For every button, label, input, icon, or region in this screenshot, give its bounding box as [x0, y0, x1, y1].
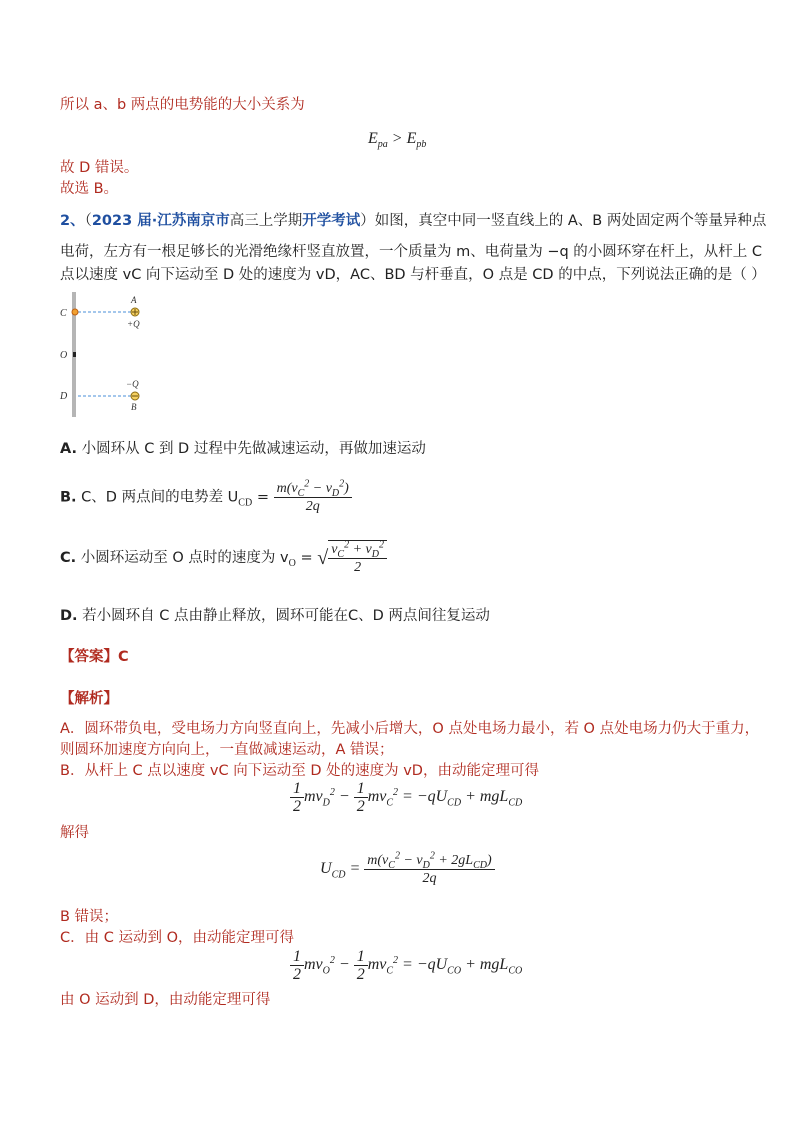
label-minusQ: −Q: [126, 379, 139, 389]
question-stem-line2: 电荷，左方有一根足够长的光滑绝缘杆竖直放置，一个质量为 m、电荷量为 −q 的小圆环穿在杆上，从杆上 C: [60, 244, 763, 260]
option-c-fraction: $\frac{v_C^2 + v_D^2}{2}$: [328, 540, 387, 576]
ucd-result: $U_{CD}$ = $\frac{m(v_C^2 - v_D^2 + 2gL_{CD})}{2q}$: [320, 852, 495, 887]
point-O-mark: [73, 352, 76, 357]
prev-conclusion-d: 故 D 错误。: [60, 160, 139, 176]
option-b[interactable]: B. C、D 两点间的电势差 $U_{CD}$ = $\frac{m(v_C^2 - v_D^2)}{2q}$: [60, 480, 352, 515]
stem-text: 如图，真空中同一竖直线上的 A、B 两处固定两个等量异种点: [374, 213, 767, 229]
ring-at-C: [72, 309, 78, 315]
rod-charges-figure: [55, 292, 165, 417]
answer-label: 【答案】C: [60, 649, 129, 665]
analysis-c-line2: 由 O 运动到 D，由动能定理可得: [60, 992, 271, 1008]
question-stem-line1: 2、（2023 届·江苏南京市高三上学期开学考试）如图，真空中同一竖直线上的 A、B 两处固定两个等量异种点: [60, 213, 767, 229]
analysis-a-line1: A．圆环带负电，受电场力方向竖直向上，先减小后增大，O 点处电场力最小，若 O 点处电场力仍大于重力，: [60, 721, 760, 737]
potential-energy-formula: $E_{pa} > E_{pb}$: [368, 130, 427, 151]
question-stem-line3: 点以速度 vC 向下运动至 D 处的速度为 vD，AC、BD 与杆垂直，O 点是 CD 的中点，下列说法正确的是（ ）: [60, 267, 766, 283]
label-B: B: [131, 402, 137, 412]
prev-solution-line: 所以 a、b 两点的电势能的大小关系为: [60, 97, 305, 113]
label-A: A: [131, 295, 137, 305]
analysis-b-line1: B．从杆上 C 点以速度 vC 向下运动至 D 处的速度为 vD，由动能定理可得: [60, 763, 539, 779]
option-b-fraction: $\frac{m(v_C^2 - v_D^2)}{2q}$: [274, 480, 352, 515]
question-source: 2023 届·江苏南京市: [91, 213, 230, 229]
label-D: D: [60, 391, 68, 402]
question-number: 2、: [60, 213, 85, 229]
label-O: O: [60, 350, 68, 361]
option-c[interactable]: C. 小圆环运动至 O 点时的速度为 $v_O$ = √ $\frac{v_C^2 + v_D^2}{2}$: [60, 540, 387, 576]
analysis-label: 【解析】: [60, 691, 118, 707]
energy-equation-cd: $\frac{1}{2}$ $mv_D^2$ − $\frac{1}{2}$ $mv_C^2 = -qU_{CD} + mgL_{CD}$: [290, 780, 522, 815]
analysis-a-line2: 则圆环加速度方向向上，一直做减速运动，A 错误；: [60, 742, 394, 758]
label-C: C: [60, 308, 67, 319]
solve-label: 解得: [60, 825, 89, 841]
question-exam: 开学考试: [302, 213, 361, 229]
analysis-b-wrong: B 错误；: [60, 909, 119, 925]
energy-equation-co: $\frac{1}{2}$ $mv_O^2$ − $\frac{1}{2}$ $mv_C^2 = -qU_{CO} + mgL_{CO}$: [290, 948, 522, 983]
option-a[interactable]: A. 小圆环从 C 到 D 过程中先做减速运动，再做加速运动: [60, 441, 426, 457]
label-plusQ: +Q: [127, 319, 140, 329]
option-d[interactable]: D. 若小圆环自 C 点由静止释放，圆环可能在C、D 两点间往复运动: [60, 608, 490, 624]
prev-conclusion-b: 故选 B。: [60, 181, 119, 197]
analysis-c-line1: C．由 C 运动到 O，由动能定理可得: [60, 930, 294, 946]
